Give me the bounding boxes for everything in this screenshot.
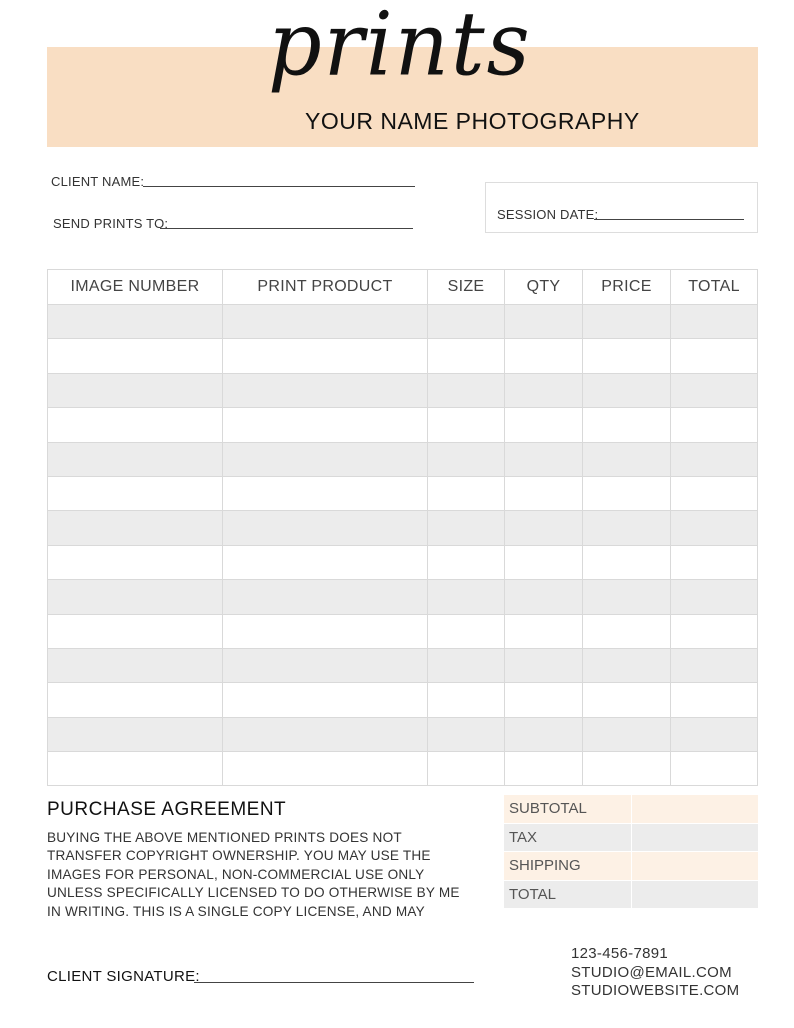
print-product-cell[interactable]: [223, 305, 428, 339]
client-name-field[interactable]: [143, 186, 415, 187]
contact-email: STUDIO@EMAIL.COM: [571, 963, 732, 981]
table-row: [48, 580, 758, 614]
table-row: [48, 339, 758, 373]
subtotal-label: SUBTOTAL: [504, 795, 632, 824]
contact-website: STUDIOWEBSITE.COM: [571, 982, 740, 999]
table-row: [48, 408, 758, 442]
table-row: [48, 717, 758, 751]
qty-cell[interactable]: [505, 408, 583, 442]
header-price: PRICE: [583, 270, 671, 305]
total-cell[interactable]: [671, 305, 758, 339]
table-row: [48, 511, 758, 545]
size-cell[interactable]: [428, 408, 505, 442]
table-row: [48, 614, 758, 648]
send-prints-label: SEND PRINTS TO:: [53, 216, 169, 231]
send-prints-field[interactable]: [160, 228, 413, 229]
image-number-cell[interactable]: [48, 580, 223, 614]
print-product-cell[interactable]: [223, 339, 428, 373]
qty-cell[interactable]: [505, 752, 583, 786]
print-product-cell[interactable]: [223, 476, 428, 510]
table-row: [48, 373, 758, 407]
total-cell[interactable]: [671, 545, 758, 579]
total-cell[interactable]: [671, 511, 758, 545]
size-cell[interactable]: [428, 683, 505, 717]
print-product-cell[interactable]: [223, 614, 428, 648]
total-cell[interactable]: [671, 442, 758, 476]
size-cell[interactable]: [428, 752, 505, 786]
total-cell[interactable]: [671, 339, 758, 373]
qty-cell[interactable]: [505, 545, 583, 579]
image-number-cell[interactable]: [48, 442, 223, 476]
size-cell[interactable]: [428, 305, 505, 339]
qty-cell[interactable]: [505, 580, 583, 614]
tax-value[interactable]: [632, 823, 759, 852]
table-row: [48, 683, 758, 717]
total-cell[interactable]: [671, 752, 758, 786]
size-cell[interactable]: [428, 717, 505, 751]
print-product-cell[interactable]: [223, 545, 428, 579]
agreement-line: BUYING THE ABOVE MENTIONED PRINTS DOES NOT: [47, 830, 402, 845]
qty-cell[interactable]: [505, 373, 583, 407]
session-date-field[interactable]: [594, 219, 744, 220]
studio-name: YOUR NAME PHOTOGRAPHY: [305, 108, 640, 134]
totals-table: [503, 794, 759, 909]
price-cell[interactable]: [583, 442, 671, 476]
table-header-row: [48, 270, 758, 305]
size-cell[interactable]: [428, 476, 505, 510]
print-product-cell[interactable]: [223, 683, 428, 717]
agreement-line: TRANSFER COPYRIGHT OWNERSHIP. YOU MAY USE THE: [47, 848, 431, 864]
price-cell[interactable]: [583, 648, 671, 682]
page-title: prints: [268, 0, 532, 96]
total-cell[interactable]: [671, 614, 758, 648]
qty-cell[interactable]: [505, 717, 583, 751]
price-cell[interactable]: [583, 511, 671, 545]
qty-cell[interactable]: [505, 648, 583, 682]
prints-table: [47, 269, 758, 786]
price-cell[interactable]: [583, 408, 671, 442]
image-number-cell[interactable]: [48, 511, 223, 545]
header-size: SIZE: [428, 270, 505, 305]
image-number-cell[interactable]: [48, 476, 223, 510]
total-cell[interactable]: [671, 648, 758, 682]
table-row: [48, 752, 758, 786]
size-cell[interactable]: [428, 511, 505, 545]
table-row: [48, 305, 758, 339]
price-cell[interactable]: [583, 476, 671, 510]
size-cell[interactable]: [428, 442, 505, 476]
print-product-cell[interactable]: [223, 752, 428, 786]
agreement-line: IMAGES FOR PERSONAL, NON-COMMERCIAL USE ONLY: [47, 866, 425, 882]
totals-row-tax: [504, 823, 759, 852]
total-cell[interactable]: [671, 373, 758, 407]
client-signature-field[interactable]: [194, 982, 474, 983]
image-number-cell[interactable]: [48, 545, 223, 579]
price-cell[interactable]: [583, 580, 671, 614]
agreement-line: UNLESS SPECIFICALLY LICENSED TO DO OTHERWISE BY ME: [47, 885, 460, 901]
qty-cell[interactable]: [505, 305, 583, 339]
size-cell[interactable]: [428, 339, 505, 373]
price-cell[interactable]: [583, 373, 671, 407]
price-cell[interactable]: [583, 683, 671, 717]
image-number-cell[interactable]: [48, 752, 223, 786]
qty-cell[interactable]: [505, 476, 583, 510]
print-product-cell[interactable]: [223, 373, 428, 407]
price-cell[interactable]: [583, 339, 671, 373]
agreement-title: PURCHASE AGREEMENT: [47, 799, 287, 820]
qty-cell[interactable]: [505, 614, 583, 648]
qty-cell[interactable]: [505, 442, 583, 476]
size-cell[interactable]: [428, 648, 505, 682]
total-cell[interactable]: [671, 476, 758, 510]
image-number-cell[interactable]: [48, 614, 223, 648]
session-date-label: SESSION DATE:: [497, 207, 599, 222]
qty-cell[interactable]: [505, 511, 583, 545]
print-product-cell[interactable]: [223, 580, 428, 614]
table-row: [48, 545, 758, 579]
contact-block: [571, 945, 739, 1001]
image-number-cell[interactable]: [48, 373, 223, 407]
image-number-cell[interactable]: [48, 408, 223, 442]
total-cell[interactable]: [671, 683, 758, 717]
size-cell[interactable]: [428, 373, 505, 407]
header-image-number: IMAGE NUMBER: [48, 270, 223, 305]
qty-cell[interactable]: [505, 339, 583, 373]
image-number-cell[interactable]: [48, 683, 223, 717]
contact-phone: 123-456-7891: [571, 945, 669, 962]
size-cell[interactable]: [428, 580, 505, 614]
size-cell[interactable]: [428, 614, 505, 648]
total-label: TOTAL: [504, 880, 632, 909]
shipping-label: SHIPPING: [504, 852, 632, 881]
image-number-cell[interactable]: [48, 305, 223, 339]
price-cell[interactable]: [583, 614, 671, 648]
total-value[interactable]: [632, 880, 759, 909]
subtotal-value[interactable]: [632, 795, 759, 824]
tax-label: TAX: [504, 823, 632, 852]
table-row: [48, 648, 758, 682]
image-number-cell[interactable]: [48, 648, 223, 682]
image-number-cell[interactable]: [48, 717, 223, 751]
print-product-cell[interactable]: [223, 717, 428, 751]
totals-row-total: [504, 880, 759, 909]
print-product-cell[interactable]: [223, 442, 428, 476]
qty-cell[interactable]: [505, 683, 583, 717]
table-row: [48, 476, 758, 510]
total-cell[interactable]: [671, 408, 758, 442]
image-number-cell[interactable]: [48, 339, 223, 373]
total-cell[interactable]: [671, 580, 758, 614]
totals-row-subtotal: [504, 795, 759, 824]
header-qty: QTY: [505, 270, 583, 305]
shipping-value[interactable]: [632, 852, 759, 881]
print-product-cell[interactable]: [223, 511, 428, 545]
price-cell[interactable]: [583, 717, 671, 751]
prints-table-body: [48, 305, 758, 786]
header-total: TOTAL: [671, 270, 758, 305]
client-signature-label: CLIENT SIGNATURE:: [47, 968, 200, 985]
print-product-cell[interactable]: [223, 648, 428, 682]
total-cell[interactable]: [671, 717, 758, 751]
agreement-text: [47, 829, 477, 921]
table-row: [48, 442, 758, 476]
header-print-product: PRINT PRODUCT: [223, 270, 428, 305]
client-name-label: CLIENT NAME:: [51, 174, 145, 189]
price-cell[interactable]: [583, 305, 671, 339]
print-product-cell[interactable]: [223, 408, 428, 442]
agreement-line: IN WRITING. THIS IS A SINGLE COPY LICENSE, AND MAY: [47, 903, 425, 919]
price-cell[interactable]: [583, 545, 671, 579]
size-cell[interactable]: [428, 545, 505, 579]
price-cell[interactable]: [583, 752, 671, 786]
totals-row-shipping: [504, 852, 759, 881]
